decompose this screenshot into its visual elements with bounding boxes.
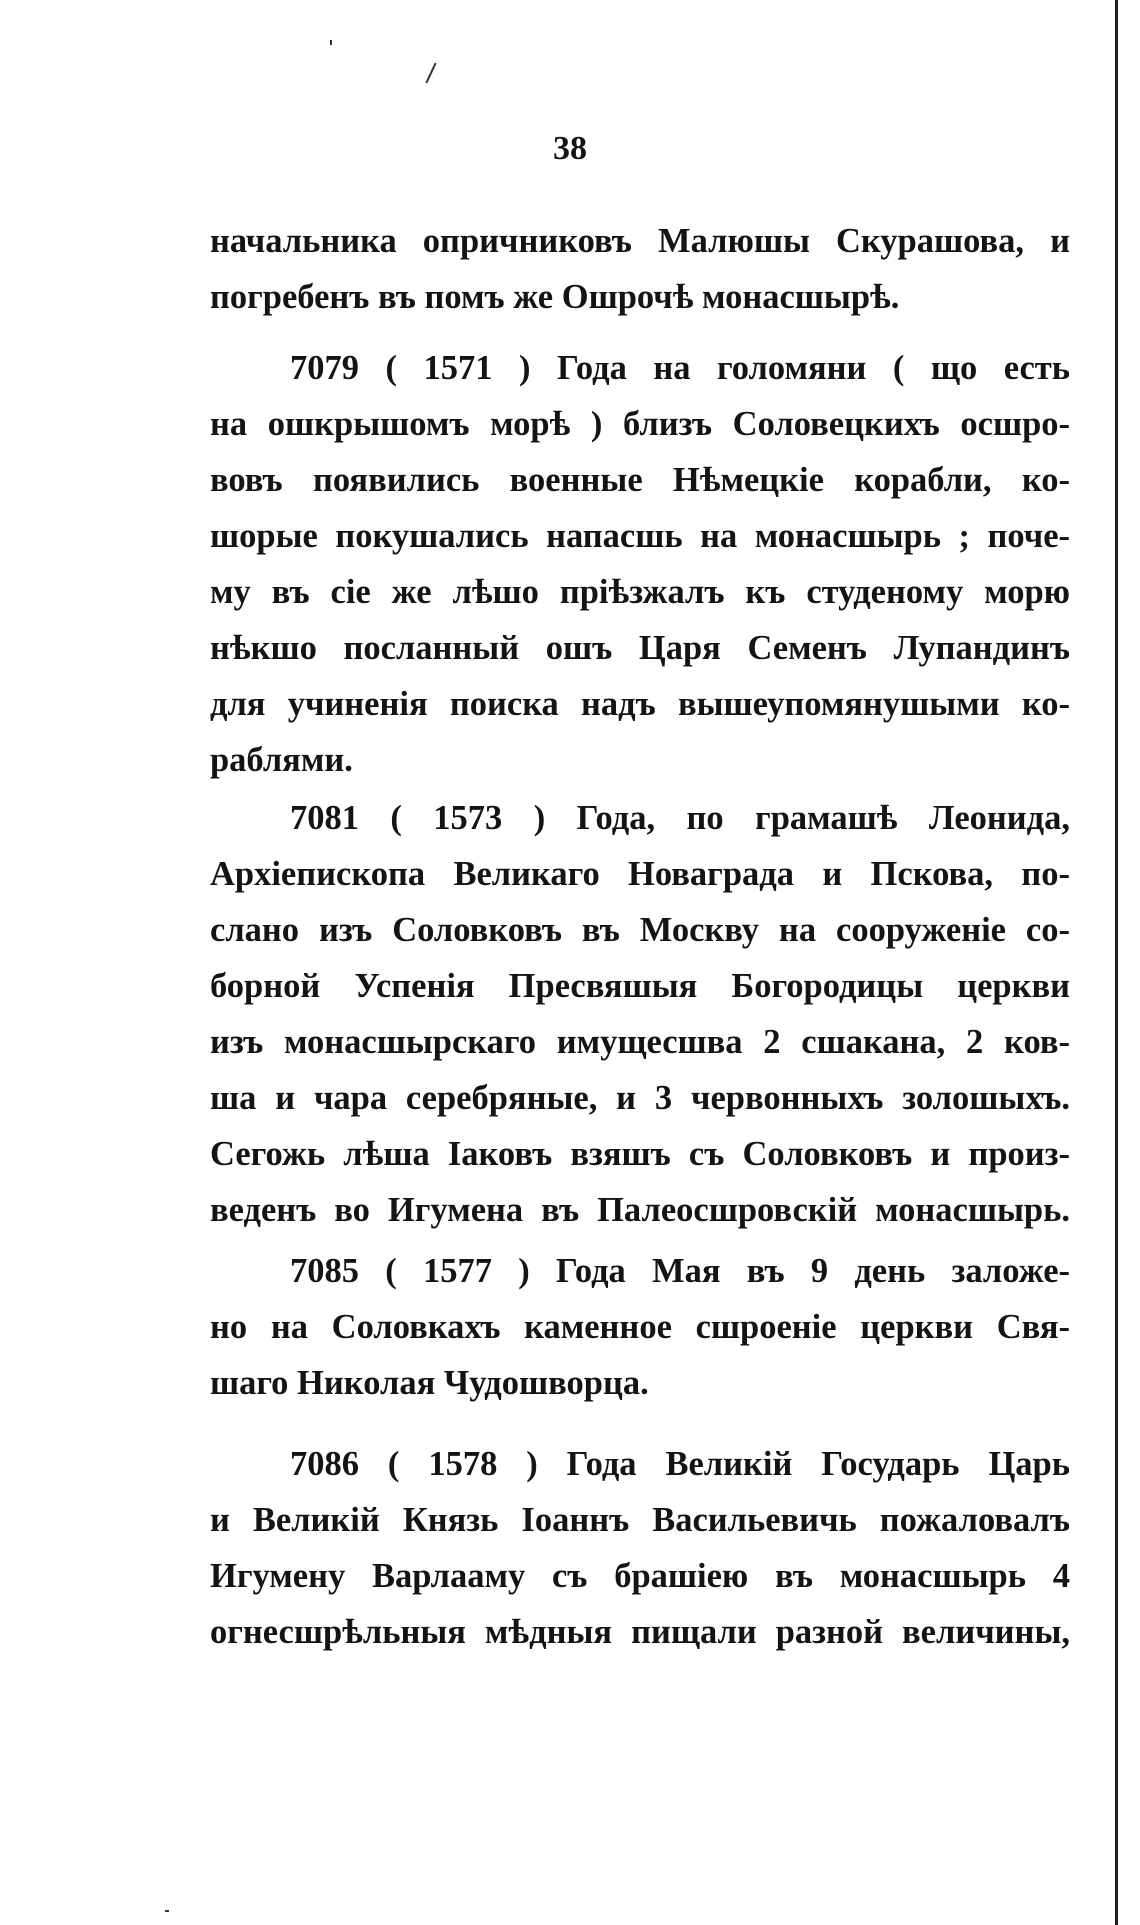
text-line: для учиненія поиска надъ вышеупомянушыми ко-: [210, 685, 1070, 723]
text-line: но на Соловкахъ каменное сшроеніе церкви Свя-: [210, 1308, 1070, 1346]
page-edge-line: [1115, 0, 1118, 1925]
text-line: шаго Николая Чудошворца.: [210, 1364, 649, 1402]
text-line: шорые покушались напасшь на монасшырь ; поче-: [210, 517, 1070, 555]
text-line: 7085 ( 1577 ) Года Мая въ 9 день заложе-: [290, 1252, 1070, 1290]
text-line: борной Успенія Пресвяшыя Богородицы церкви: [210, 967, 1070, 1005]
scan-speck: [165, 1910, 169, 1912]
paragraph-year-7079: [210, 340, 1070, 788]
page-number: 38: [553, 130, 587, 167]
paragraph-continuation: [210, 213, 1070, 325]
text-line: Игумену Варлааму съ брашіею въ монасшырь 4: [210, 1557, 1070, 1595]
text-line: раблями.: [210, 741, 353, 779]
text-line: вовъ появились военные Нѣмецкіе корабли, ко-: [210, 461, 1070, 499]
text-line: и Великій Князь Іоаннъ Васильевичь пожаловалъ: [210, 1501, 1070, 1539]
paragraph-year-7086: [210, 1436, 1070, 1660]
text-line: Сегожь лѣша Іаковъ взяшъ съ Соловковъ и произ-: [210, 1135, 1070, 1173]
text-line: 7079 ( 1571 ) Года на голомяни ( що есть: [290, 349, 1070, 387]
paragraph-year-7081: [210, 790, 1070, 1238]
scan-speck: [330, 40, 332, 45]
text-line: изъ монасшырскаго имущесшва 2 сшакана, 2 ков-: [210, 1023, 1070, 1061]
text-line: му въ сіе же лѣшо пріѣзжалъ къ студеному морю: [210, 573, 1070, 611]
text-line: 7086 ( 1578 ) Года Великій Государь Царь: [290, 1445, 1070, 1483]
text-line: погребенъ въ помъ же Ошрочѣ монасшырѣ.: [210, 278, 900, 316]
text-line: на ошкрышомъ морѣ ) близъ Соловецкихъ осшро-: [210, 405, 1070, 443]
text-line: Архіепископа Великаго Новаграда и Пскова, по-: [210, 855, 1070, 893]
text-line: веденъ во Игумена въ Палеосшровскій монасшырь.: [210, 1191, 1070, 1229]
text-line: слано изъ Соловковъ въ Москву на сооруженіе со-: [210, 911, 1070, 949]
text-line: 7081 ( 1573 ) Года, по грамашѣ Леонида,: [290, 799, 1070, 837]
text-line: ша и чара серебряные, и 3 червонныхъ золошыхъ.: [210, 1079, 1070, 1117]
text-line: огнесшрѣльныя мѣдныя пищали разной величины,: [210, 1613, 1070, 1651]
text-line: начальника опричниковъ Малюшы Скурашова, и: [210, 222, 1070, 260]
paragraph-year-7085: [210, 1243, 1070, 1411]
scan-speck: [425, 63, 436, 84]
text-line: нѣкшо посланный ошъ Царя Семенъ Лупандинъ: [210, 629, 1070, 667]
